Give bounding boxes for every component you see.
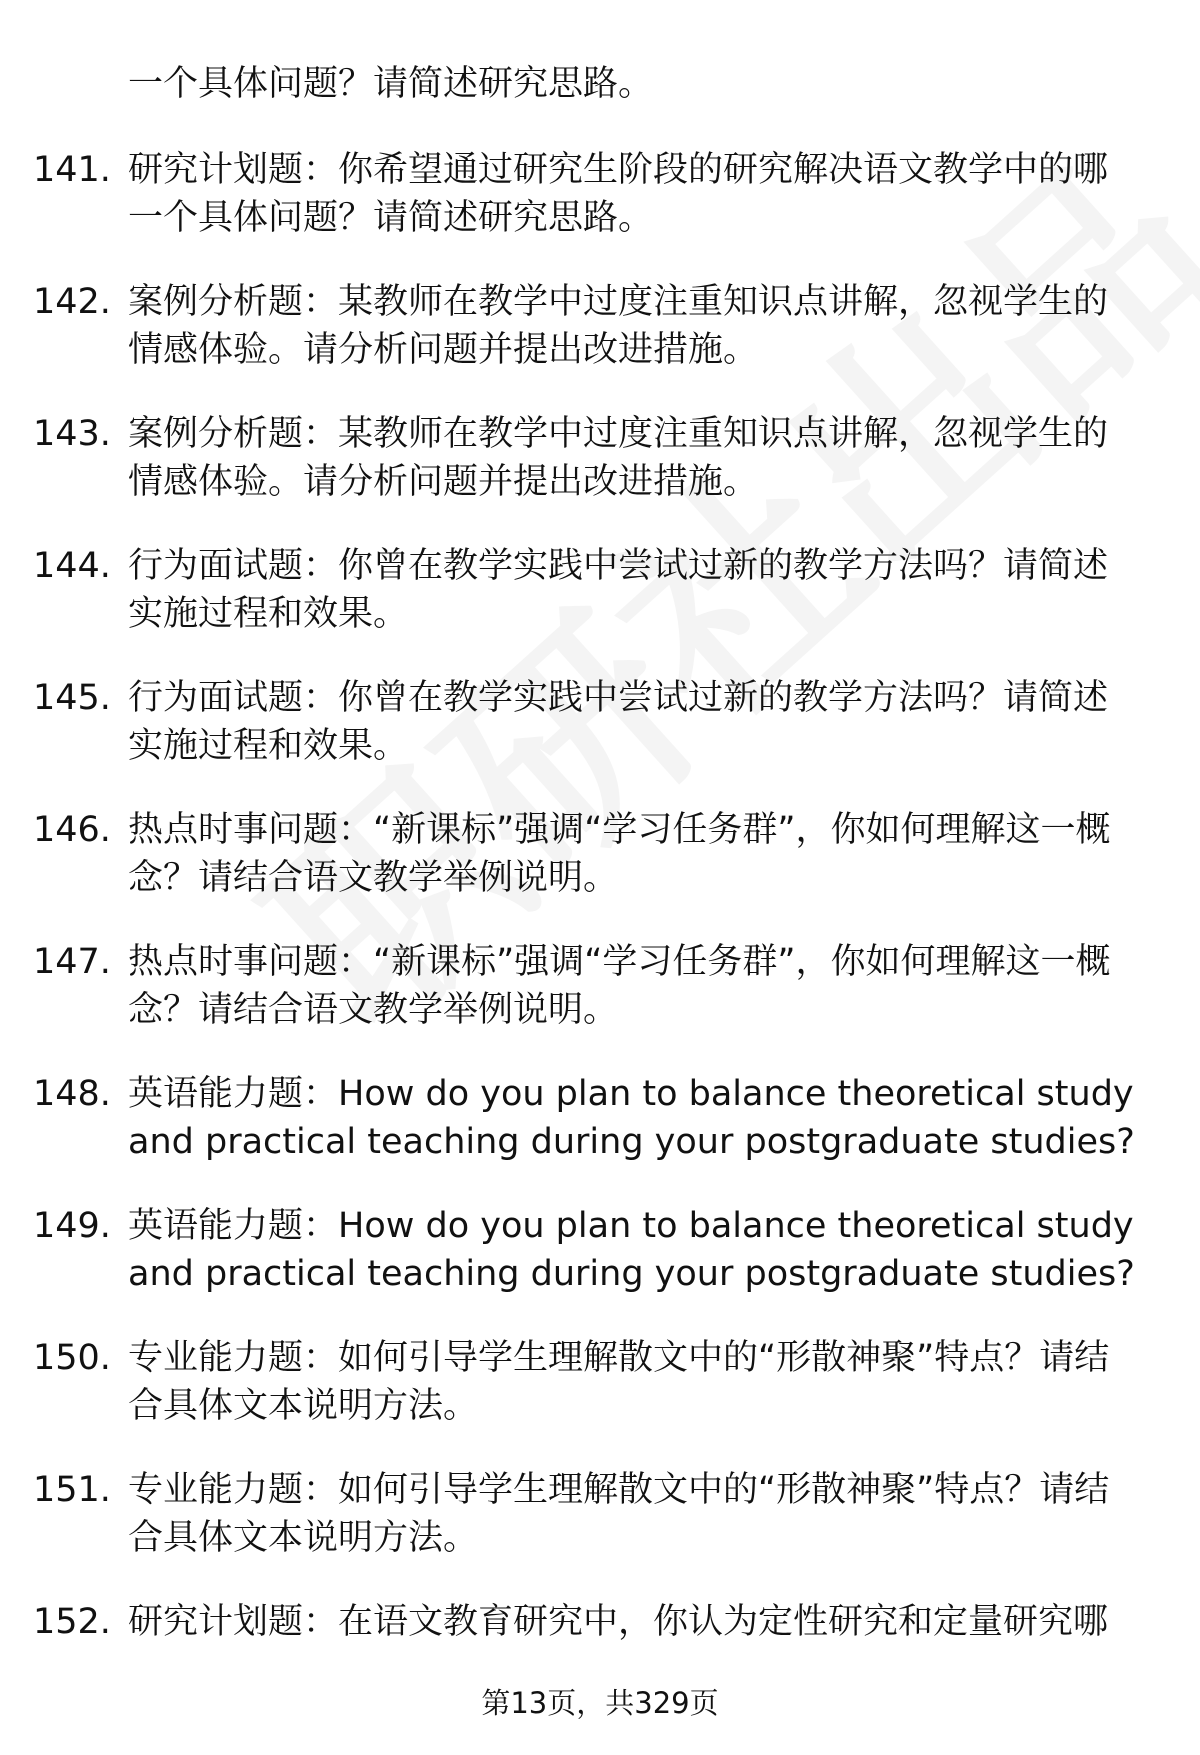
question-text: 英语能力题：How do you plan to balance theoretical study and practical teaching during your postgraduate studies? <box>128 1206 1135 1294</box>
question-text: 研究计划题：你希望通过研究生阶段的研究解决语文教学中的哪一个具体问题？请简述研究思路。 <box>128 150 1109 238</box>
question-item <box>0 1466 1200 1598</box>
question-text: 研究计划题：在语文教育研究中，你认为定性研究和定量研究哪 <box>128 1602 1109 1642</box>
question-text: 行为面试题：你曾在教学实践中尝试过新的教学方法吗？请简述实施过程和效果。 <box>128 678 1109 766</box>
question-number: 146. <box>33 810 111 850</box>
question-text: 案例分析题：某教师在教学中过度注重知识点讲解，忽视学生的情感体验。请分析问题并提出改进措施。 <box>128 414 1109 502</box>
question-item <box>0 1202 1200 1334</box>
continued-question-text: 一个具体问题？请简述研究思路。 <box>128 64 654 104</box>
question-number: 152. <box>33 1602 111 1642</box>
question-item <box>0 1070 1200 1202</box>
question-text: 专业能力题：如何引导学生理解散文中的“形散神聚”特点？请结合具体文本说明方法。 <box>128 1338 1110 1426</box>
question-number: 148. <box>33 1074 111 1114</box>
question-item <box>0 938 1200 1070</box>
question-item <box>0 806 1200 938</box>
question-number: 143. <box>33 414 111 454</box>
question-text: 热点时事问题：“新课标”强调“学习任务群”，你如何理解这一概念？请结合语文教学举例说明。 <box>128 810 1111 898</box>
question-number: 141. <box>33 150 111 190</box>
question-item <box>0 410 1200 542</box>
question-item <box>0 542 1200 674</box>
question-text: 行为面试题：你曾在教学实践中尝试过新的教学方法吗？请简述实施过程和效果。 <box>128 546 1109 634</box>
question-number: 150. <box>33 1338 111 1378</box>
question-number: 147. <box>33 942 111 982</box>
question-number: 144. <box>33 546 111 586</box>
question-text: 英语能力题：How do you plan to balance theoretical study and practical teaching during your postgraduate studies? <box>128 1074 1135 1162</box>
question-text: 案例分析题：某教师在教学中过度注重知识点讲解，忽视学生的情感体验。请分析问题并提出改进措施。 <box>128 282 1109 370</box>
question-number: 151. <box>33 1470 111 1510</box>
question-number: 142. <box>33 282 111 322</box>
question-number: 145. <box>33 678 111 718</box>
question-item <box>0 146 1200 278</box>
question-item <box>0 674 1200 806</box>
question-item <box>0 1334 1200 1466</box>
page-footer: 第13页，共329页 <box>481 1686 719 1720</box>
question-text: 专业能力题：如何引导学生理解散文中的“形散神聚”特点？请结合具体文本说明方法。 <box>128 1470 1110 1558</box>
question-text: 热点时事问题：“新课标”强调“学习任务群”，你如何理解这一概念？请结合语文教学举例说明。 <box>128 942 1111 1030</box>
question-number: 149. <box>33 1206 111 1246</box>
question-item <box>0 278 1200 410</box>
question-list <box>0 146 1200 1730</box>
